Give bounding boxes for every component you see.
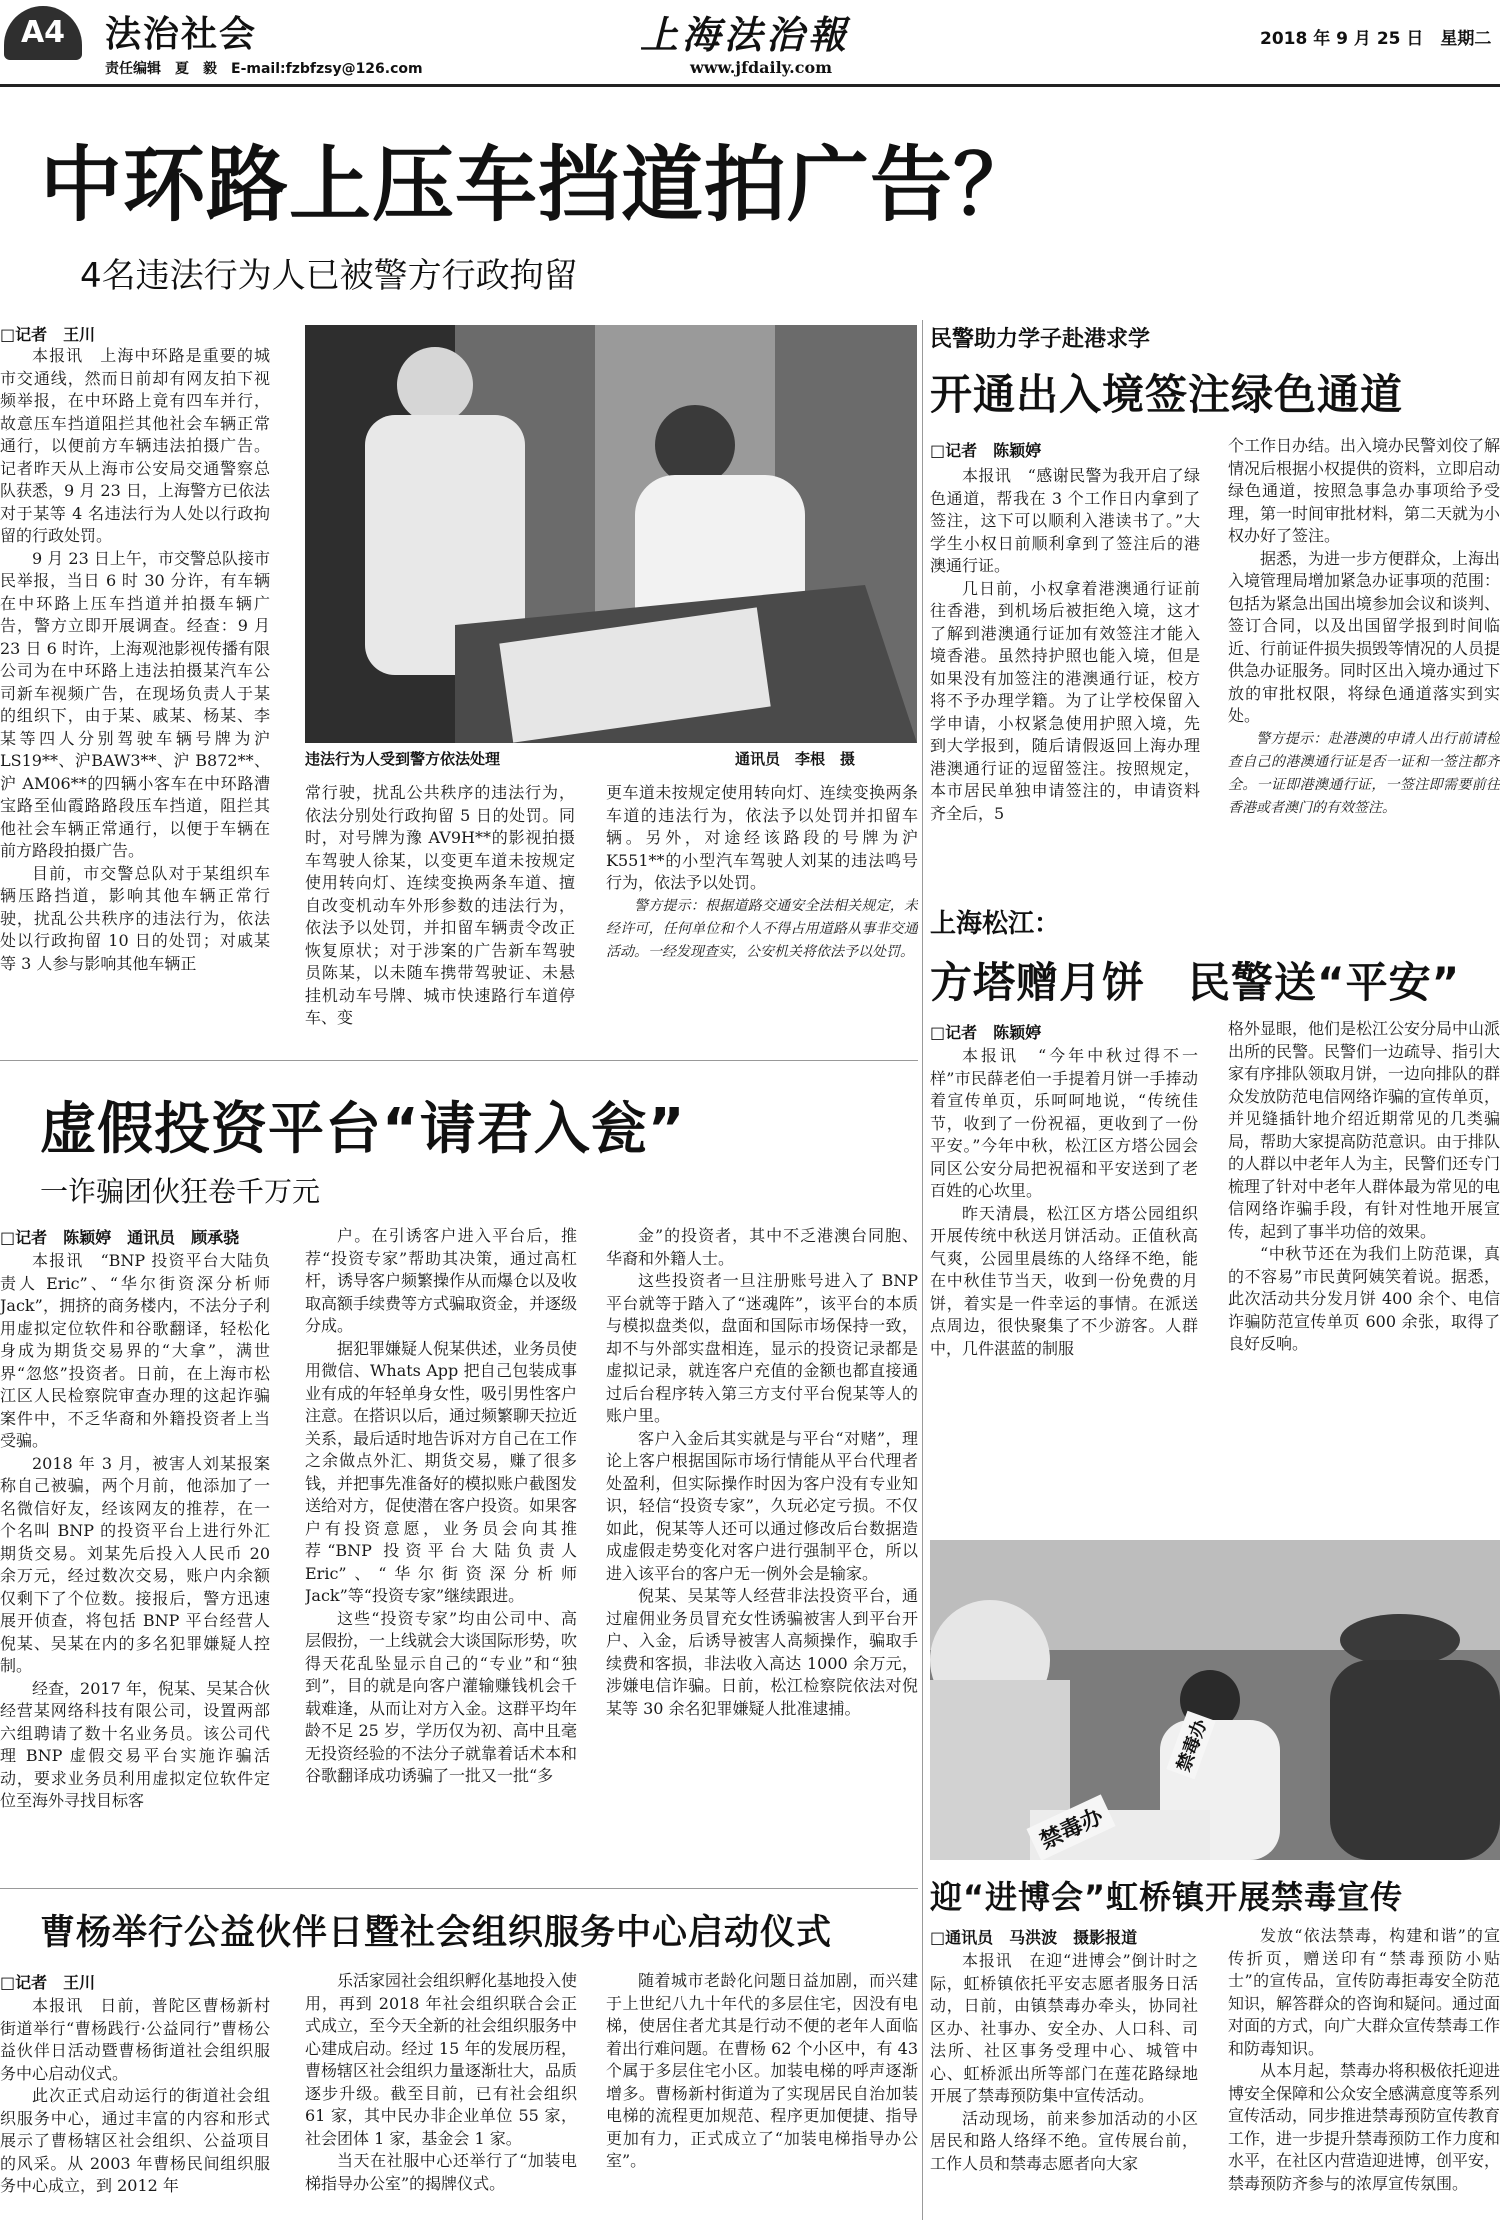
a6-headline: 迎“进博会”虹桥镇开展禁毒宣传 — [930, 1878, 1404, 1916]
a3-p1: 本报讯 “今年中秋过得不一样”市民薛老伯一手提着月饼一手捧动着宣传单页，乐呵呵地说，“传统佳节，收到了一份祝福，更收到了一份平安。”今年中秋，松江区方塔公园会同区公安分局把祝福和平安送到了老百姓的心坎里。 — [930, 1046, 1198, 1200]
paragraph: 倪某、吴某等人经营非法投资平台，通过雇佣业务员冒充女性诱骗被害人到平台开户、入金，后诱导被害人高频操作，骗取手续费和客损，非法收入高达 1000 余万元，涉嫌电信诈骗。日前，松江检察院依法对倪某等 30 余名犯罪嫌疑人批准逮捕。 — [606, 1586, 918, 1718]
divider-vertical-right — [922, 320, 923, 2220]
paragraph: 金”的投资者，其中不乏港澳台同胞、华裔和外籍人士。 — [606, 1226, 918, 1268]
a4-subheadline: 一诈骗团伙狂卷千万元 — [40, 1175, 321, 1208]
a3-p2: 昨天清晨，松江区方塔公园组织开展传统中秋送月饼活动。正值秋高气爽，公园里晨练的人络绎不绝，能在中秋佳节当天，收到一份免费的月饼，着实是一件幸运的事情。在派送点周边，很快聚集了不少游客。人群中，几件湛蓝的制服 — [930, 1203, 1198, 1358]
paragraph: 这些投资者一旦注册账号进入了 BNP 平台就等于踏入了“迷魂阵”，该平台的本质与模拟盘类似，盘面和国际市场保持一致，却不与外部实盘相连，显示的投资记录都是虚拟记录，就连客户充值的金额也都直接通过后台程序转入第三方支付平台倪某等人的账户里。 — [606, 1271, 918, 1425]
a1-subheadline: 4名违法行为人已被警方行政拘留 — [80, 256, 578, 296]
a5-col3 — [606, 1970, 918, 2227]
a1-photo-credit: 通讯员 李根 摄 — [735, 750, 856, 768]
a2-p3: 个工作日办结。出入境办民警刘佼了解情况后根据小权提供的资料，立即启动绿色通道，按照急事急办事项给予受理，第一时间审批材料，第二天就为小权办好了签注。 — [1228, 436, 1500, 545]
a4-col2-text — [305, 1225, 577, 1788]
a4-col1-text — [0, 1250, 270, 1813]
paragraph: 客户入金后其实就是与平台“对赌”，理论上客户根据国际市场行情能从平台代理者处盈利，但实际操作时因为客户没有专业知识，轻信“投资专家”，久玩必定亏损。不仅如此，倪某等人还可以通过修改后台数据造成虚假走势变化对客户进行强制平仓，所以进入该平台的客户无一例外会是输家。 — [606, 1428, 918, 1583]
a3-headline: 方塔赠月饼 民警送“平安” — [930, 958, 1461, 1007]
issue-date: 2018 年 9 月 25 日 星期二 — [1260, 29, 1492, 49]
a1-p1: 本报讯 上海中环路是重要的城市交通线，然而日前却有网友拍下视频举报，在中环路上竟有四车并行，故意压车挡道阻拦其他社会车辆正常通行，以便前方车辆违法拍摄广告。记者昨天从上海市公安局交通警察总队获悉，9 月 23 日，上海警方已依法对于某等 4 名违法行为人处以行政拘留的行政处罚。 — [0, 346, 270, 545]
a3-col2 — [1228, 1018, 1500, 1518]
antidrug-sign-2: 禁毒办 — [1026, 1794, 1115, 1860]
a3-p4: “中秋节还在为我们上防范课，真的不容易”市民黄阿姨笑着说。据悉，此次活动共分发月饼 400 余个、电信诈骗防范宣传单页 600 余张，取得了良好反响。 — [1228, 1244, 1500, 1353]
a2-p1: 本报讯 “感谢民警为我开启了绿色通道，帮我在 3 个工作日内拿到了签注，这下可以顺利入港读书了。”大学生小权日前顺利拿到了签注后的港澳通行证。 — [930, 466, 1200, 575]
section-title: 法治社会 — [105, 14, 258, 55]
police-photo-illustration — [305, 325, 917, 743]
paragraph: 经查，2017 年，倪某、吴某合伙经营某网络科技有限公司，设置两部六组聘请了数十名业务员。该公司代理 BNP 虚假交易平台实施诈骗活动，要求业务员利用虚拟定位软件定位至海外寻找目标客 — [0, 1678, 270, 1810]
antidrug-sign-1: 禁毒办 — [1166, 1711, 1215, 1780]
a1-col1 — [0, 345, 270, 1045]
masthead-rule — [0, 84, 1500, 87]
a2-p4: 据悉，为进一步方便群众，上海出入境管理局增加紧急办证事项的范围：包括为紧急出国出境参加会议和谈判、签订合同，以及出国留学报到时间临近、行前证件损失损毁等情况的人员提供急办证服务。同时区出入境办通过下放的审批权限，将绿色通道落实到实处。 — [1228, 548, 1500, 725]
a2-police-tip: 警方提示：赴港澳的申请人出行前请检查自己的港澳通行证是否一证和一签注都齐全。一证即港澳通行证，一签注即需要前往香港或者澳门的有效签注。 — [1228, 730, 1500, 816]
a3-col1 — [930, 1045, 1198, 1515]
a5-col1 — [0, 1995, 270, 2227]
a1-photo-caption: 违法行为人受到警方依法处理 — [305, 750, 501, 768]
a2-p2: 几日前，小权拿着港澳通行证前往香港，到机场后被拒绝入境，这才了解到港澳通行证加有效签注才能入境香港。虽然持护照也能入境，但是如果没有加签注的港澳通行证，校方将不予办理学籍。为了让学校保留入学申请，小权紧急使用护照入境，先到大学报到，随后请假返回上海办理港澳通行证的逗留签注。按照规定，本市居民单独申请签注的，申请资料齐全后，5 — [930, 578, 1200, 823]
a2-col2 — [1228, 435, 1500, 925]
paragraph: 2018 年 3 月，被害人刘某报案称自己被骗，两个月前，他添加了一名微信好友，经该网友的推荐，在一个名叫 BNP 的投资平台上进行外汇期货交易。刘某先后投入人民币 20 余万元，经过数次交易，账户内余额仅剩下了个位数。接报后，警方迅速展开侦查，将包括 BNP 平台经营人倪某、吴某在内的多名犯罪嫌疑人控制。 — [0, 1453, 270, 1675]
a1-photo — [305, 325, 917, 743]
a5-col2 — [305, 1970, 577, 2227]
a1-headline: 中环路上压车挡道拍广告？ — [40, 138, 1037, 233]
a1-byline: □记者 王川 — [0, 325, 96, 344]
paragraph: 随着城市老龄化问题日益加剧，而兴建于上世纪八九十年代的多层住宅，因没有电梯，使居住者尤其是行动不便的老年人面临着出行难问题。在曹杨 62 个小区中，有 43 个属于多层住宅小区。加装电梯的呼声逐渐增多。曹杨新村街道为了实现居民自治加装电梯的流程更加规范、程序更加便捷、指导更加有力，正式成立了“加装电梯指导办公室”。 — [606, 1971, 918, 2170]
divider-a1-bottom — [0, 1060, 918, 1061]
a1-p2: 9 月 23 日上午，市交警总队接市民举报，当日 6 时 30 分许，有车辆在中环路上压车挡道并拍摄车辆广告，警方立即开展调查。经查：9 月 23 日 6 时许，上海观池影视传播有限公司为在中环路上违法拍摄某汽车公司新车视频广告，在现场负责人于某的组织下，由于某、戚某、杨某、李某等四人分别驾驶车辆号牌为沪 LS19**、沪BAW3**、沪 B872**、沪 AM06**的四辆小客车在中环路漕宝路至仙霞路路段压车挡道，阻拦其他社会车辆正常通行，以便于车辆在前方路段拍摄广告。 — [0, 548, 270, 860]
a4-col3 — [606, 1225, 918, 1870]
a6-col1-text — [930, 1950, 1198, 2175]
a6-col1 — [930, 1950, 1198, 2227]
paragraph: 据犯罪嫌疑人倪某供述，业务员使用微信、Whats App 把自己包装成事业有成的年轻单身女性，吸引男性客户注意。在搭识以后，通过频繁聊天拉近关系，最后适时地告诉对方自己在工作之余做点外汇、期货交易，赚了很多钱，并把事先准备好的模拟账户截图发送给对方，促使潜在客户投资。如果客户有投资意愿，业务员会向其推荐“BNP 投资平台大陆负责人 Eric”、“华尔街资深分析师 Jack”等“投资专家”继续跟进。 — [305, 1338, 577, 1605]
a4-col3-text — [606, 1225, 918, 1720]
a1-p5: 更车道未按规定使用转向灯、连续变换两条车道的违法行为，依法予以处罚并扣留车辆。另外，对途经该路段的号牌为沪 K551**的小型汽车驾驶人刘某的违法鸣号行为，依法予以处罚。 — [606, 783, 918, 892]
editor-line: 责任编辑 夏 毅 E-mail:fzbfzsy@126.com — [105, 61, 423, 77]
paragraph: 发放“依法禁毒，构建和谐”的宣传折页，赠送印有“禁毒预防小贴士”的宣传品，宣传防毒拒毒安全防范知识，解答群众的咨询和疑问。通过面对面的方式，向广大群众宣传禁毒工作和防毒知识。 — [1228, 1926, 1500, 2058]
a1-p3: 目前，市交警总队对于某组织车辆压路挡道，影响其他车辆正常行驶，扰乱公共秩序的违法行为，依法处以行政拘留 10 日的处罚；对戚某等 3 人参与影响其他车辆正 — [0, 863, 270, 973]
paragraph: 从本月起，禁毒办将积极依托迎进博安全保障和公众安全感满意度等系列宣传活动，同步推进禁毒预防宣传教育工作，进一步提升禁毒预防工作力度和水平，在社区内营造迎进博，创平安，禁毒预防齐参与的浓厚宣传氛围。 — [1228, 2061, 1500, 2193]
a6-col2 — [1228, 1925, 1500, 2227]
paragraph: 户。在引诱客户进入平台后，推荐“投资专家”帮助其决策，通过高杠杆，诱导客户频繁操作从而爆仓以及收取高额手续费等方式骗取资金，并逐级分成。 — [305, 1226, 577, 1335]
a1-col2 — [305, 782, 575, 1042]
a2-byline: □记者 陈颖婷 — [930, 441, 1042, 460]
a3-byline: □记者 陈颖婷 — [930, 1023, 1042, 1042]
paragraph: 此次正式启动运行的街道社会组织服务中心，通过丰富的内容和形式展示了曹杨辖区社会组织、公益项目的风采。从 2003 年曹杨民间组织服务中心成立，到 2012 年 — [0, 2086, 270, 2195]
paragraph: 活动现场，前来参加活动的小区居民和路人络绎不绝。宣传展台前，工作人员和禁毒志愿者向大家 — [930, 2108, 1198, 2173]
a1-police-tip: 警方提示：根据道路交通安全法相关规定，未经许可，任何单位和个人不得占用道路从事非交通活动。一经发现查实，公安机关将依法予以处罚。 — [606, 897, 918, 960]
paragraph: 本报讯 “BNP 投资平台大陆负责人 Eric”、“华尔街资深分析师 Jack”，拥挤的商务楼内，不法分子利用虚拟定位软件和谷歌翻译，轻松化身成为期货交易界的“大拿”，满世界“忽悠”投资者。日前，在上海市松江区人民检察院审查办理的这起诈骗案件中，不乏华裔和外籍投资者上当受骗。 — [0, 1251, 270, 1450]
a4-col2 — [305, 1225, 577, 1870]
website[interactable]: www.jfdaily.com — [690, 58, 833, 77]
paragraph: 当天在社服中心还举行了“加装电梯指导办公室”的揭牌仪式。 — [305, 2151, 577, 2193]
a4-col1 — [0, 1250, 270, 1870]
antidrug-photo-illustration — [930, 1540, 1500, 1860]
paragraph: 乐活家园社会组织孵化基地投入使用，再到 2018 年社会组织联合会正式成立，至今天全新的社会组织服务中心建成启动。经过 15 年的发展历程，曹杨辖区社会组织力量逐渐壮大，品质逐步升级。截至目前，已有社会组织 61 家，其中民办非企业单位 55 家，社会团体 1 家，基金会 1 家。 — [305, 1971, 577, 2148]
a4-byline: □记者 陈颖婷 通讯员 顾承骁 — [0, 1228, 240, 1247]
a5-col2-text — [305, 1970, 577, 2195]
a5-headline: 曹杨举行公益伙伴日暨社会组织服务中心启动仪式 — [40, 1913, 833, 1953]
a6-byline: □通讯员 马洪波 摄影报道 — [930, 1928, 1138, 1947]
a2-col1 — [930, 465, 1200, 925]
paragraph: 本报讯 日前，普陀区曹杨新村街道举行“曹杨践行·公益同行”曹杨公益伙伴日活动暨曹杨街道社会组织服务中心启动仪式。 — [0, 1996, 270, 2083]
antidrug-photo — [930, 1540, 1500, 1860]
a2-kicker: 民警助力学子赴港求学 — [930, 327, 1151, 352]
a5-col3-text — [606, 1970, 918, 2173]
a3-kicker: 上海松江： — [930, 909, 1061, 939]
a1-p4: 常行驶，扰乱公共秩序的违法行为，依法分别处行政拘留 5 日的处罚。同时，对号牌为豫 AV9H**的影视拍摄车驾驶人徐某，以变更车道未按规定使用转向灯、连续变换两条车道、擅自改变机动车外形参数的违法行为，依法予以处罚，并扣留车辆责令改正恢复原状；对于涉案的广告新车驾驶员陈某，以未随车携带驾驶证、未悬挂机动车号牌、城市快速路行车道停车、变 — [305, 783, 575, 1027]
paragraph: 本报讯 在迎“进博会”倒计时之际，虹桥镇依托平安志愿者服务日活动，日前，由镇禁毒办牵头，协同社区办、社事办、安全办、人口科、司法所、社区事务受理中心、城管中心、虹桥派出所等部门在莲花路绿地开展了禁毒预防集中宣传活动。 — [930, 1951, 1198, 2105]
a6-col2-text — [1228, 1925, 1500, 2195]
a3-p3: 格外显眼，他们是松江公安分局中山派出所的民警。民警们一边疏导、指引大家有序排队领取月饼，一边向排队的群众发放防范电信网络诈骗的宣传单页，并见缝插针地介绍近期常见的几类骗局，帮助大家提高防范意识。由于排队的人群以中老年人为主，民警们还专门梳理了针对中老年人群体最为常见的电信网络诈骗手段，有针对性地开展宣传，起到了事半功倍的效果。 — [1228, 1019, 1500, 1241]
paper-logo: 上海法治報 — [640, 12, 851, 57]
page-number-badge: A4 — [4, 6, 82, 60]
a5-col1-text — [0, 1995, 270, 2198]
divider-a4-bottom — [0, 1888, 918, 1889]
a4-headline: 虚假投资平台“请君入瓮” — [40, 1097, 686, 1162]
masthead — [0, 0, 1500, 88]
a1-col3 — [606, 782, 918, 1042]
a5-byline: □记者 王川 — [0, 1973, 96, 1992]
paragraph: 这些“投资专家”均由公司中、高层假扮，一上线就会大谈国际形势，吹得天花乱坠显示自己的“专业”和“独到”，目的就是向客户灌输赚钱机会千载难逢，从而让对方入金。这群平均年龄不足 25 岁，学历仅为初、高中且毫无投资经验的不法分子就靠着话术本和谷歌翻译成功诱骗了一批又一批“多 — [305, 1608, 577, 1785]
a2-headline: 开通出入境签注绿色通道 — [930, 370, 1404, 419]
